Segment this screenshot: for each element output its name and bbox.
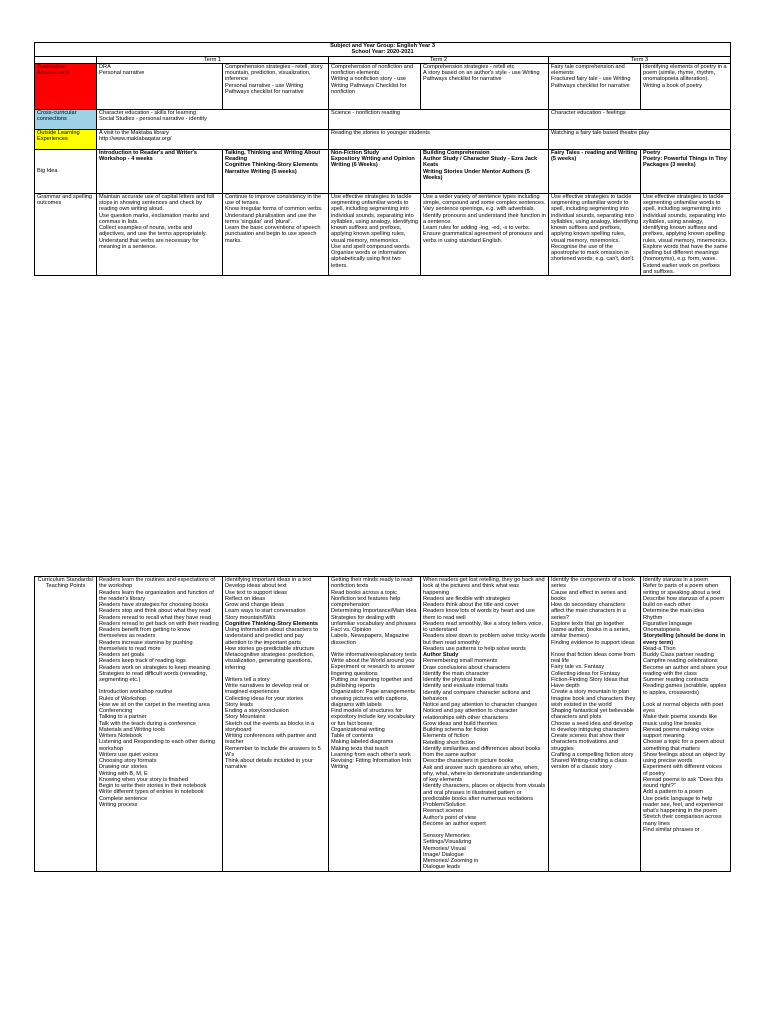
- text-line: Identify and evaluate internal traits: [423, 683, 509, 690]
- text-line: Summer reading contracts: [643, 677, 709, 683]
- text-line: Choosing story formats: [99, 758, 157, 764]
- text-line: http://www.maktabaqatar.org/: [99, 136, 172, 142]
- text-line: Retelling short fiction: [423, 739, 475, 746]
- text-line: Experiment with different voices of poetry: [643, 764, 722, 777]
- text-line: Organise words or information alphabetically using first two letters.: [331, 250, 406, 269]
- text-line: How do secondary characters affect the main characters in a series?: [551, 602, 626, 621]
- text-line: Explore words that have the same spelling but different meanings (homonyms), e.g. form, wave.: [643, 243, 728, 263]
- text-line: Problem/Solution: [423, 802, 466, 808]
- text-line: Comprehension strategies - retell etc: [423, 63, 515, 70]
- text-line: Building schema for fiction: [423, 727, 489, 733]
- text-line: Describe characters in picture books: [423, 758, 514, 765]
- text-line: Write informative/explanatory texts: [331, 651, 417, 658]
- text-line: Collecting ideas for your stories: [225, 695, 304, 702]
- text-line: Conferencing: [99, 708, 133, 714]
- text-line: Fairy tale comprehension and elements: [551, 63, 625, 76]
- text-line: Extend earlier work on prefixes and suffixes.: [643, 262, 720, 275]
- text-line: Crafting a compelling fiction story: [551, 751, 634, 758]
- big-idea-cell: [421, 149, 549, 193]
- text-line: Create scenes that show their characters motivations and struggles: [551, 733, 625, 752]
- text-line: Cognitive Thinking-Story Elements: [225, 620, 318, 627]
- text-line: Become an author expert: [423, 820, 486, 827]
- text-line: Organization: Page arrangements showing pictures with captions, diagrams with labels: [331, 689, 415, 708]
- big-idea-label: Big Idea: [35, 149, 97, 193]
- curriculum-cell: [329, 577, 421, 872]
- text-line: Use text to support ideas: [225, 589, 287, 596]
- text-line: Readers read smoothly, like a story tellers voice, to understand: [423, 620, 543, 633]
- text-line: Readers learn the routines and expectations of the workshop: [99, 577, 215, 590]
- text-line: Readers work on strategies to keep meaning: [99, 664, 211, 671]
- text-line: Use a wider variety of sentence types including simple, compound and some complex sentences.: [423, 193, 546, 206]
- text-line: Story mountain/5Ws: [225, 614, 276, 621]
- text-line: Strategies for dealing with unfamiliar vocabulary and phrases: [331, 614, 417, 627]
- curriculum-standards-table: [34, 576, 731, 872]
- text-line: Revising: Fitting Information Into Writing: [331, 758, 412, 771]
- text-line: Readers set goals: [99, 652, 145, 658]
- text-line: Learning from each other's work: [331, 751, 411, 758]
- text-line: Author Study / Character Study - Ezra Jack Keats: [423, 156, 538, 169]
- text-line: Collecting ideas for Fantasy Fiction-Finding Story Ideas that Have depth: [551, 670, 629, 689]
- text-line: Settings/Visualizing: [423, 839, 472, 846]
- text-line: Identify the physical traits: [423, 677, 486, 683]
- text-line: Refer to parts of a poem when writing or speaking about a text: [643, 583, 721, 596]
- grammar-label: Grammar and spelling outcomes: [35, 193, 97, 275]
- text-line: Sketch out the events as blocks in a storyboard: [225, 720, 315, 733]
- text-line: Grow ideas and build theories: [423, 720, 498, 727]
- curriculum-cell: [641, 577, 731, 872]
- text-line: Author Study: [423, 652, 459, 658]
- text-line: A visit to the Maktaba library: [99, 129, 169, 136]
- text-line: Talking, Thinking and Writing About Reading: [225, 149, 321, 162]
- text-line: Talking to a partner: [99, 714, 147, 721]
- text-line: Reading the stories to younger students: [331, 129, 430, 136]
- text-line: Use and spell compound words.: [331, 243, 411, 250]
- text-line: Elements of fiction: [423, 733, 469, 740]
- cross-curricular-label: Cross-curricular connections: [35, 109, 97, 129]
- text-line: Fairy tale vs. Fantasy: [551, 664, 605, 671]
- text-line: Determine the main idea: [643, 608, 704, 615]
- text-line: Rhythm: [643, 614, 663, 621]
- text-line: Stretch their comparison across many lines: [643, 814, 722, 827]
- text-line: Character education - feelings: [551, 109, 626, 116]
- big-idea-cell: [223, 149, 329, 193]
- document-title-cell: [35, 43, 731, 57]
- term-3-header: Term 3: [549, 56, 731, 63]
- text-line: Using information about characters to understand and predict and pay attention to the important parts: [225, 627, 318, 646]
- text-line: Think about details included in your narrative: [225, 758, 313, 771]
- curriculum-cell: [223, 577, 329, 872]
- text-line: Look at normal objects with poet eyes: [643, 701, 724, 714]
- cross-term-1: [97, 109, 329, 129]
- curriculum-overview-table: [34, 42, 731, 276]
- text-line: Ending a story/conclusion: [225, 708, 289, 714]
- text-line: Identify stanzas in a poem: [643, 577, 708, 583]
- outside-term-3: [549, 129, 731, 149]
- text-line: Dialogue leads: [423, 864, 461, 871]
- text-line: Narrative Writing (5 weeks): [225, 168, 297, 175]
- text-line: Collect examples of nouns, verbs and adjectives, and use the terms appropriately.: [99, 225, 207, 238]
- text-line: Character education - skills for learning: [99, 109, 197, 116]
- outside-term-1: [97, 129, 329, 149]
- text-line: Become an author and share your reading with the class: [643, 664, 728, 677]
- text-line: Ensure grammatical agreement of pronouns and verbs in using standard English.: [423, 231, 544, 244]
- text-line: Explore texts that go together (same author, books in a series, similar themes): [551, 620, 631, 640]
- text-line: Personal narrative: [99, 70, 145, 76]
- text-line: Writing process: [99, 801, 138, 808]
- text-line: Fact vs. Opinion: [331, 627, 372, 633]
- summative-cell: [549, 63, 641, 109]
- text-line: Learn ways to start conversation: [225, 608, 306, 615]
- text-line: Personal narrative - use Writing Pathways checklist for narrative: [225, 82, 304, 95]
- text-line: Choose a topic for a poem about something that matters: [643, 739, 725, 752]
- text-line: Writers tell a story: [225, 676, 270, 683]
- text-line: Readers use patterns to help solve words: [423, 645, 526, 652]
- text-line: When readers get lost retelling, they go back and look at the pictures and think what was happening: [423, 577, 545, 596]
- text-line: Listening and Responding to each other during workshop: [99, 739, 215, 752]
- text-line: Identify pronouns and understand their function in a sentence.: [423, 212, 546, 225]
- text-line: Reread poems making voice support meaning: [643, 726, 714, 739]
- text-line: Reflect on ideas: [225, 595, 266, 602]
- text-line: Finding evidence to support ideas: [551, 639, 635, 646]
- text-line: Storytelling (should be done in every term): [643, 633, 726, 646]
- text-line: Shared Writing-crafting a class version of a classic story: [551, 758, 628, 771]
- outside-term-2: [329, 129, 549, 149]
- text-line: Readers are flexible with strategies: [423, 595, 511, 602]
- text-line: Cognitive Thinking-Story Elements: [225, 162, 318, 169]
- text-line: Identify the components of a book series: [551, 577, 635, 590]
- grammar-cell: [549, 193, 641, 275]
- text-line: Rules of Workshop: [99, 695, 147, 702]
- text-line: Learn the basic conventions of speech punctuation and begin to use speech marks.: [225, 225, 321, 244]
- curriculum-cell: [421, 577, 549, 872]
- document-title: Subject and Year Group: English Year 3: [330, 43, 435, 49]
- text-line: Putting our learning together and publishing reports: [331, 676, 413, 689]
- text-line: Author's point of view: [423, 814, 476, 821]
- text-line: Identifying elements of poetry in a poem (simile, rhyme, rhythm, onomatopoeia alliteration).: [643, 63, 727, 83]
- text-line: Nonfiction text features help comprehension: [331, 595, 401, 608]
- text-line: Choose a seed idea and develop to develop intriguing characters: [551, 720, 633, 733]
- text-line: Writing Stories Under Mentor Authors (5 Weeks): [423, 168, 530, 181]
- text-line: Strategies to read difficult words (rereading, segmenting etc.): [99, 670, 208, 683]
- grammar-cell: [641, 193, 731, 275]
- text-line: Develop ideas about text: [225, 583, 287, 590]
- text-line: Comprehension strategies - retell, story mountain, prediction, visualization, inference: [225, 63, 323, 83]
- text-line: Readers slow down to problem solve tricky words but then read smoothly: [423, 633, 546, 646]
- text-line: Use effective strategies to tackle segmenting unfamiliar words to spell, including segmenting into individual sounds, separating into syllables, using analogy, identifying known suffixes and prefixes, applying known spelling rules, visual memory, mnemonics.: [331, 193, 418, 244]
- big-idea-cell: [97, 149, 223, 193]
- text-line: Reading games (scrabble, apples to apples, crosswords): [643, 683, 727, 696]
- curriculum-cell: [549, 577, 641, 872]
- grammar-cell: [97, 193, 223, 275]
- text-line: Readers think about the title and cover: [423, 602, 519, 608]
- text-line: Write about the World around you: [331, 658, 415, 664]
- text-line: Writers use quiet voices: [99, 751, 159, 758]
- text-line: Knowing when your story is finished: [99, 776, 188, 783]
- cross-term-2: [329, 109, 549, 129]
- text-line: Expository Writing and Opinion Writing (6 Weeks): [331, 156, 415, 169]
- text-line: Sensory Memories: [423, 833, 470, 839]
- text-line: Writers Notebook: [99, 733, 143, 739]
- text-line: Making texts that teach: [331, 745, 389, 752]
- text-line: Continue to improve consistency in the use of tenses.: [225, 193, 322, 206]
- grammar-cell: [421, 193, 549, 275]
- text-line: Maintain accurate use of capital letters and full stops in showing sentences and check by reading own writing aloud.: [99, 193, 215, 213]
- text-line: Know that fiction ideas come from real life: [551, 651, 635, 664]
- text-line: Draw conclusions about characters: [423, 664, 511, 671]
- text-line: Write narratives to develop real or imagined experiences: [225, 683, 309, 696]
- text-line: Use effective strategies to tackle segmenting unfamiliar words to spell, including segmenting into individual sounds, separating into syllables, using analogy, identifying known suffixes and prefixes, applying known spelling rules, visual memory, mnemonics.: [643, 193, 728, 244]
- text-line: Identify and compare character actions and behaviors: [423, 689, 531, 702]
- text-line: Identify characters, places or objects from visuals and oral phrases in illustrated pattern or predictable books after numerous recitations: [423, 783, 546, 802]
- curriculum-label: Curriculum Standards/ Teaching Points: [35, 577, 97, 872]
- text-line: Fractured fairy tale - use Writing Pathways checklist for narrative: [551, 76, 631, 89]
- school-year: School Year: 2020-2021: [351, 49, 414, 56]
- summative-cell: [421, 63, 549, 109]
- summative-cell: [329, 63, 421, 109]
- big-idea-cell: [549, 149, 641, 193]
- text-line: Introduction to Reader's and Writer's Workshop - 4 weeks: [99, 149, 197, 162]
- corner-cell: [35, 56, 97, 63]
- text-line: Table of contents: [331, 733, 374, 739]
- curriculum-cell: [97, 577, 223, 872]
- text-line: Identifying important ideas in a text: [225, 577, 312, 583]
- text-line: Recognise the use of the apostrophe to mark omission in shortened words, e.g. can't, don't.: [551, 243, 635, 263]
- text-line: Identify the main character: [423, 670, 489, 677]
- text-line: Science - nonfiction reading: [331, 109, 401, 116]
- text-line: Grow and change ideas: [225, 602, 285, 608]
- text-line: Experiment or research to answer lingering questions: [331, 664, 415, 677]
- text-line: Image/ Dialogue: [423, 851, 464, 858]
- text-line: Memories/ Visual: [423, 845, 466, 852]
- text-line: Readers have strategies for choosing books: [99, 602, 209, 608]
- text-line: Story Mountains: [225, 714, 266, 721]
- text-line: Create a story mountain to plan: [551, 689, 630, 696]
- text-line: Understand pluralisation and use the terms 'singular' and 'plural'.: [225, 212, 317, 225]
- text-line: Writing a book of poetry: [643, 82, 702, 89]
- text-line: Poetry: [643, 149, 661, 156]
- text-line: Onomatopoeia: [643, 627, 680, 633]
- text-line: Introduction workshop routine: [99, 689, 173, 696]
- text-line: Notice and pay attention to character changes: [423, 702, 538, 708]
- text-line: Use question marks, exclamation marks and commas in lists.: [99, 212, 210, 225]
- text-line: Readers increase stamina by pushing themselves to read more: [99, 639, 193, 652]
- big-idea-cell: [641, 149, 731, 193]
- text-line: Readers stop and think about what they read: [99, 608, 211, 615]
- term-2-header: Term 2: [329, 56, 549, 63]
- text-line: Story leads: [225, 701, 253, 708]
- text-line: Reenact scenes: [423, 808, 464, 815]
- text-line: Metacognitive strategies: prediction, visualization, generating questions, inferring: [225, 652, 315, 671]
- text-line: Organizational writing: [331, 726, 385, 733]
- text-line: Begin to write their stories in their notebook: [99, 783, 207, 789]
- cross-term-3: [549, 109, 731, 129]
- text-line: Labels, Newspapers, Magazine dissection: [331, 633, 410, 646]
- text-line: Readers reread to get back on with their reading: [99, 620, 219, 627]
- text-line: Buddy Class partner reading: [643, 652, 714, 658]
- text-line: Complete sentence: [99, 795, 148, 802]
- text-line: Find similar phrases or: [643, 826, 700, 833]
- text-line: Figurative language: [643, 620, 693, 627]
- text-line: Describe how stanzas of a poem build on each other: [643, 595, 725, 608]
- text-line: Poetry: Powerful Things in Tiny Packages (3 weeks): [643, 156, 727, 169]
- text-line: A story based on an author's style - use Writing Pathways checklist for narrative: [423, 70, 540, 83]
- text-line: Talk with the teach during a conference: [99, 720, 197, 727]
- text-line: DRA: [99, 63, 111, 70]
- text-line: Know irregular forms of common verbs.: [225, 206, 323, 213]
- text-line: Reread poems to ask "Does this sound right?": [643, 776, 724, 789]
- text-line: Ask and answer such questions as who, when, why, what, where to demonstrate understanding of key elements: [423, 764, 542, 783]
- text-line: Learn rules for adding -ing, -ed, -s to verbs.: [423, 225, 531, 231]
- summative-cell: [97, 63, 223, 109]
- text-line: Making labeled diagrams: [331, 739, 394, 746]
- text-line: Use effective strategies to tackle segmenting unfamiliar words to spell, including segmenting into individual sounds, separating into syllables, using analogy, identifying known suffixes and prefixes, applying known spelling rules, visual memory, mnemonics.: [551, 193, 638, 244]
- text-line: Make their poems sounds like music using line breaks: [643, 714, 717, 727]
- text-line: Read-a Thon: [643, 645, 676, 652]
- text-line: Readers know lots of words by heart and use them to read well: [423, 608, 535, 621]
- grammar-cell: [329, 193, 421, 275]
- outside-learning-label: Outside Learning Experiences: [35, 129, 97, 149]
- text-line: Memories/ Zooming in: [423, 858, 479, 864]
- text-line: Write different types of entries in notebook: [99, 789, 204, 796]
- text-line: Shaping fantastical yet believable characters and plots: [551, 708, 635, 721]
- text-line: Remember to include the answers to 5 W's: [225, 745, 321, 758]
- text-line: Watching a fairy tale based theatre play: [551, 129, 650, 136]
- text-line: Non-Fiction Study: [331, 149, 380, 156]
- text-line: Comprehension of nonfiction and nonfiction elements: [331, 63, 414, 76]
- term-1-header: Term 1: [97, 56, 329, 63]
- text-line: Imagine book and characters they wish existed in the world: [551, 695, 636, 708]
- grammar-cell: [223, 193, 329, 275]
- text-line: Remembering small moments: [423, 658, 498, 665]
- summative-cell: [223, 63, 329, 109]
- text-line: Understand that verbs are necessary for meaning in a sentence.: [99, 237, 199, 250]
- text-line: Noticed and pay attention to character relationships with other characters: [423, 708, 518, 721]
- big-idea-cell: [329, 149, 421, 193]
- text-line: Identify similarities and differences about books from the same author: [423, 745, 541, 758]
- text-line: Read books across a topic: [331, 589, 397, 596]
- text-line: Writing a nonfiction story - use Writing Pathways Checklist for nonfiction: [331, 76, 407, 95]
- text-line: Determining Importance/Main idea: [331, 608, 417, 615]
- text-line: Fairy Tales - reading and Writing (5 weeks): [551, 149, 638, 162]
- text-line: Readers benefit from getting to know themselves as readers: [99, 627, 191, 640]
- summative-cell: [641, 63, 731, 109]
- text-line: Readers reread to recall what they have read: [99, 614, 211, 621]
- summative-label: Summative Assessments: [35, 63, 97, 109]
- text-line: Writing conferences with partner and teacher: [225, 733, 316, 746]
- text-line: Readers learn the organization and function of the reader's library: [99, 589, 214, 602]
- text-line: Readers keep track of reading logs: [99, 658, 186, 665]
- text-line: Find models of structures for expository include key vocabulary or fun fact boxes: [331, 708, 415, 727]
- text-line: Show feelings about an object by using precise words: [643, 751, 726, 764]
- text-line: How we sit on the carpet in the meeting area: [99, 701, 210, 708]
- text-line: Use poetic language to help reader see, feel, and experience what's happening in the poem: [643, 795, 724, 814]
- text-line: Social Studies - personal narrative - identity: [99, 116, 207, 122]
- text-line: Building Comprehension: [423, 149, 490, 156]
- text-line: Materials and Writing tools: [99, 726, 165, 733]
- text-line: Cause and effect in series and books: [551, 589, 627, 602]
- text-line: Campfire reading celebrations: [643, 658, 718, 665]
- text-line: Getting their minds ready to read nonfiction texts: [331, 577, 413, 590]
- text-line: Add a pattern to a poem: [643, 789, 704, 796]
- text-line: Writing with B, M, E: [99, 770, 148, 777]
- text-line: Drawing our stories: [99, 764, 148, 771]
- text-line: Vary sentence openings, e.g. with adverbials.: [423, 206, 536, 213]
- text-line: How stories go-predictable structure: [225, 645, 315, 652]
